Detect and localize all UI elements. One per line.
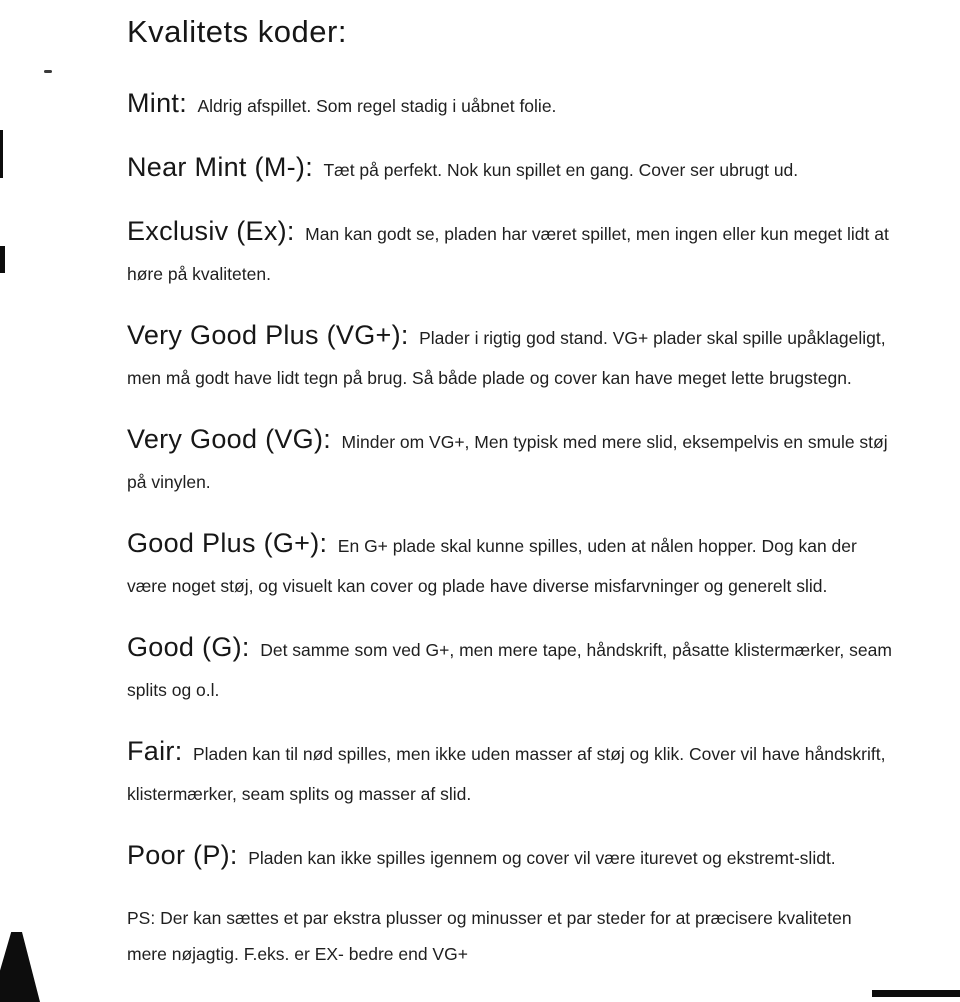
quality-description: Plader i rigtig god stand. VG+ plader skal spille upåklageligt, men må godt have lidt tegn på brug. Så både plade og cover kan have meget lette brugstegn.	[127, 328, 886, 388]
quality-term: Good Plus (G+):	[127, 528, 328, 558]
quality-entry-fair	[127, 732, 894, 815]
quality-entry-good	[127, 628, 894, 711]
quality-description: Man kan godt se, pladen har været spillet, men ingen eller kun meget lidt at høre på kvaliteten.	[127, 224, 889, 284]
scan-artifact-left-mark	[0, 246, 5, 273]
quality-description: Minder om VG+, Men typisk med mere slid, eksempelvis en smule støj på vinylen.	[127, 432, 888, 492]
quality-term: Fair:	[127, 736, 183, 766]
quality-entry-good-plus	[127, 524, 894, 607]
quality-term: Poor (P):	[127, 840, 238, 870]
ps-footnote: PS: Der kan sættes et par ekstra plusser og minusser et par steder for at præcisere kvaliteten mere nøjagtig. F.eks. er EX- bedre end VG+	[127, 908, 852, 964]
quality-description: Pladen kan ikke spilles igennem og cover vil være iturevet og ekstremt-slidt.	[248, 848, 836, 868]
quality-entry-very-good	[127, 420, 894, 503]
quality-term: Mint:	[127, 88, 188, 118]
quality-entry-near-mint	[127, 148, 894, 191]
quality-term: Exclusiv (Ex):	[127, 216, 295, 246]
quality-term: Good (G):	[127, 632, 250, 662]
quality-term: Very Good Plus (VG+):	[127, 320, 409, 350]
quality-description: Pladen kan til nød spilles, men ikke uden masser af støj og klik. Cover vil have håndskrift, klistermærker, seam splits og masser af slid.	[127, 744, 886, 804]
scan-artifact-dash	[44, 70, 52, 73]
quality-description: Tæt på perfekt. Nok kun spillet en gang. Cover ser ubrugt ud.	[323, 160, 799, 180]
quality-entry-very-good-plus	[127, 316, 894, 399]
quality-description: En G+ plade skal kunne spilles, uden at nålen hopper. Dog kan der være noget støj, og visuelt kan cover og plade have diverse misfarvninger og generelt slid.	[127, 536, 857, 596]
scan-artifact-bottom-right-line	[872, 990, 960, 997]
quality-description: Det samme som ved G+, men mere tape, håndskrift, påsatte klistermærker, seam splits og o.l.	[127, 640, 892, 700]
quality-entry-mint	[127, 84, 894, 127]
quality-entry-poor	[127, 836, 894, 879]
page-title: Kvalitets koder:	[127, 14, 347, 49]
quality-description: Aldrig afspillet. Som regel stadig i uåbnet folie.	[197, 96, 557, 116]
quality-entry-exclusiv	[127, 212, 894, 295]
quality-term: Very Good (VG):	[127, 424, 332, 454]
scan-artifact-left-line	[0, 130, 3, 178]
quality-term: Near Mint (M-):	[127, 152, 313, 182]
